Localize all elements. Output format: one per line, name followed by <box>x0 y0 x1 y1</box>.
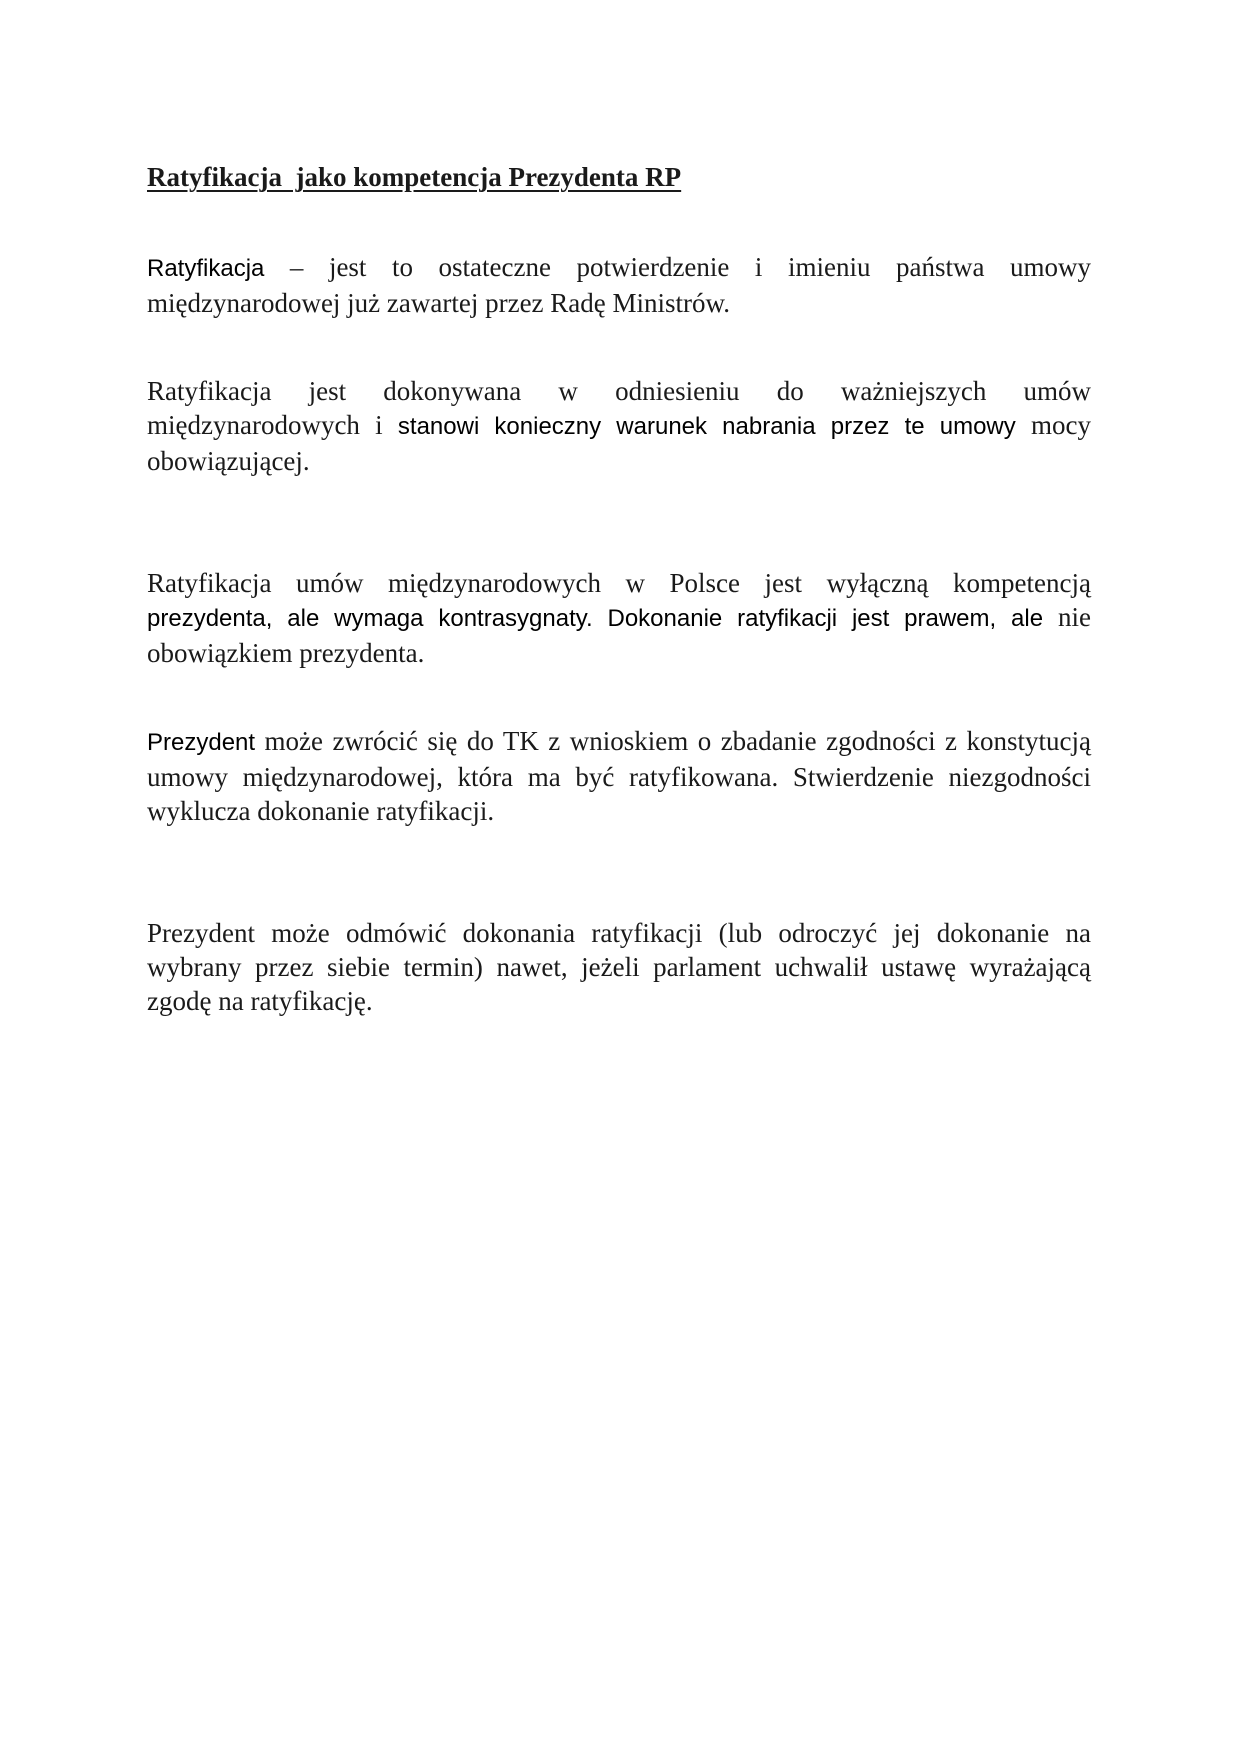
paragraph-definition <box>147 250 1091 320</box>
paragraph-definition-text: – jest to ostateczne potwierdzenie i imieniu państwa umowy międzynarodowej już zawartej przez Radę Ministrów. <box>147 252 1091 318</box>
paragraph-scope-text-1: Ratyfikacja jest dokonywana w odniesieniu do ważniejszych umów międzynarodowych i <box>147 376 1091 440</box>
page-title: Ratyfikacja jako kompetencja Prezydenta RP <box>147 162 682 192</box>
paragraph-competence-text-3: nie obowiązkiem prezydenta. <box>147 602 1091 668</box>
paragraph-scope-text-2: stanowi konieczny warunek nabrania przez te umowy <box>397 413 1016 440</box>
paragraph-scope <box>147 374 1091 478</box>
document-content <box>147 160 1091 1018</box>
paragraph-competence <box>147 566 1091 670</box>
paragraph-scope-text-3: mocy obowiązującej. <box>147 410 1091 476</box>
paragraph-refusal: Prezydent może odmówić dokonania ratyfikacji (lub odroczyć jej dokonanie na wybrany przez siebie termin) nawet, jeżeli parlament uchwalił ustawę wyrażającą zgodę na ratyfikację. <box>147 918 1091 1016</box>
term-prezydent: Prezydent <box>147 729 256 756</box>
term-ratyfikacja: Ratyfikacja <box>147 255 265 282</box>
paragraph-tk-review <box>147 724 1091 828</box>
paragraph-competence-text-1: Ratyfikacja umów międzynarodowych w Polsce jest wyłączną kompetencją <box>147 568 1091 598</box>
paragraph-tk-review-text: może zwrócić się do TK z wnioskiem o zbadanie zgodności z konstytucją umowy międzynarodowej, która ma być ratyfikowana. Stwierdzenie niezgodności wyklucza dokonanie ratyfikacji. <box>147 726 1091 826</box>
paragraph-competence-text-2: prezydenta, ale wymaga kontrasygnaty. Dokonanie ratyfikacji jest prawem, ale <box>147 605 1044 632</box>
